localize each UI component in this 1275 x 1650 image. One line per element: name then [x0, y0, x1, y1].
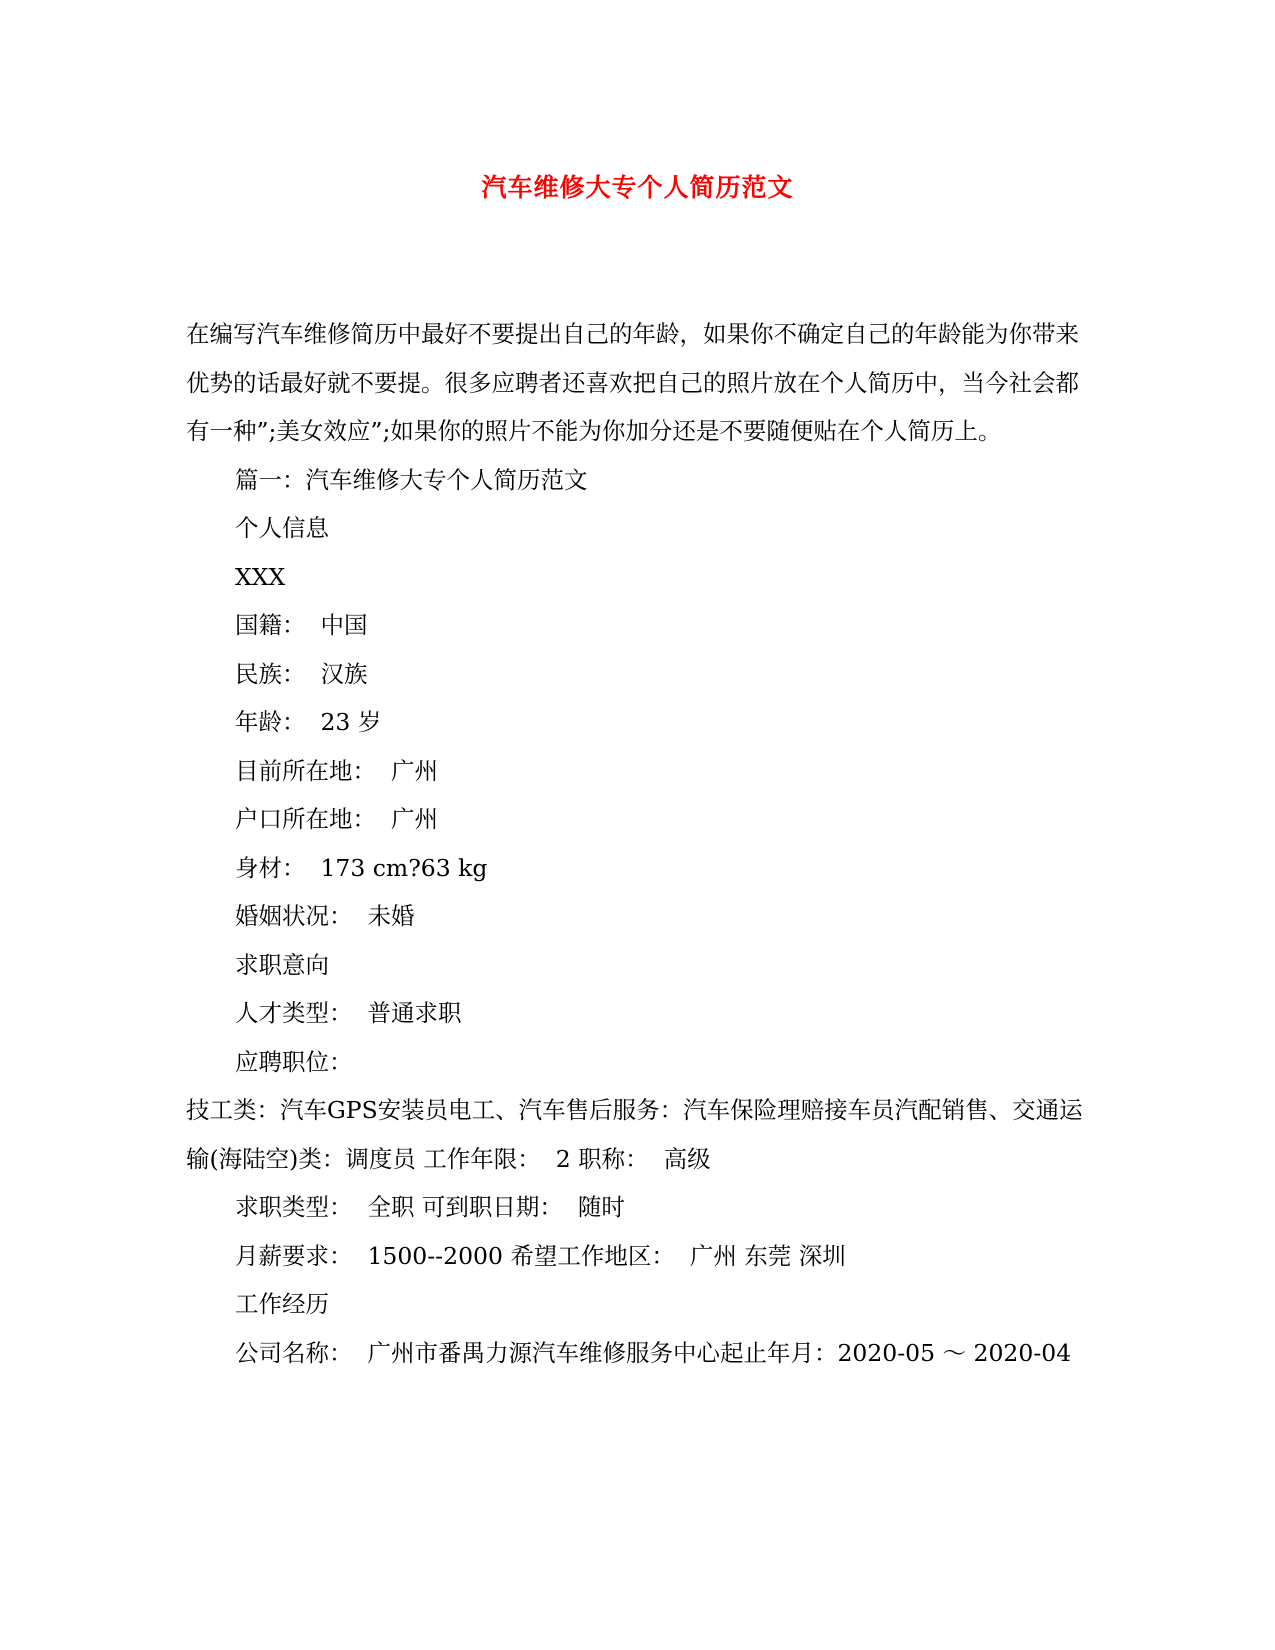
name-line: XXX — [235, 562, 286, 591]
document-body — [186, 310, 1086, 1377]
current-location-line: 目前所在地： 广州 — [235, 756, 438, 785]
document-title: 汽车维修大专个人简历范文 — [481, 173, 794, 202]
section-heading: 篇一：汽车维修大专个人简历范文 — [235, 465, 588, 494]
personal-info-heading: 个人信息 — [235, 514, 329, 542]
age-line: 年龄： 23 岁 — [235, 708, 382, 736]
physique-line: 身材： 173 cm?63 kg — [235, 853, 488, 882]
job-type-line: 求职类型： 全职 可到职日期： 随时 — [235, 1193, 625, 1221]
job-intention-heading: 求职意向 — [235, 950, 329, 979]
salary-line: 月薪要求： 1500--2000 希望工作地区： 广州 东莞 深圳 — [235, 1241, 846, 1270]
marital-status-line: 婚姻状况： 未婚 — [235, 902, 415, 930]
position-label: 应聘职位： — [235, 1047, 353, 1076]
intro-paragraph: 在编写汽车维修简历中最好不要提出自己的年龄，如果你不确定自己的年龄能为你带来优势的话最好就不要提。很多应聘者还喜欢把自己的照片放在个人简历中，当今社会都有一种”;美女效应”;如果你的照片不能为你加分还是不要随便贴在个人简历上。 — [186, 320, 1079, 445]
talent-type-line: 人才类型： 普通求职 — [235, 999, 462, 1027]
work-experience-heading: 工作经历 — [235, 1290, 329, 1318]
position-detail-paragraph: 技工类：汽车GPS安装员电工、汽车售后服务：汽车保险理赔接车员汽配销售、交通运输(海陆空)类：调度员 工作年限： 2 职称： 高级 — [186, 1096, 1083, 1173]
nationality-line: 国籍： 中国 — [235, 611, 368, 639]
ethnicity-line: 民族： 汉族 — [235, 659, 368, 688]
company-line: 公司名称： 广州市番禺力源汽车维修服务中心起止年月：2020-05 ～ 2020-04 — [235, 1338, 1072, 1367]
registered-residence-line: 户口所在地： 广州 — [235, 805, 438, 833]
